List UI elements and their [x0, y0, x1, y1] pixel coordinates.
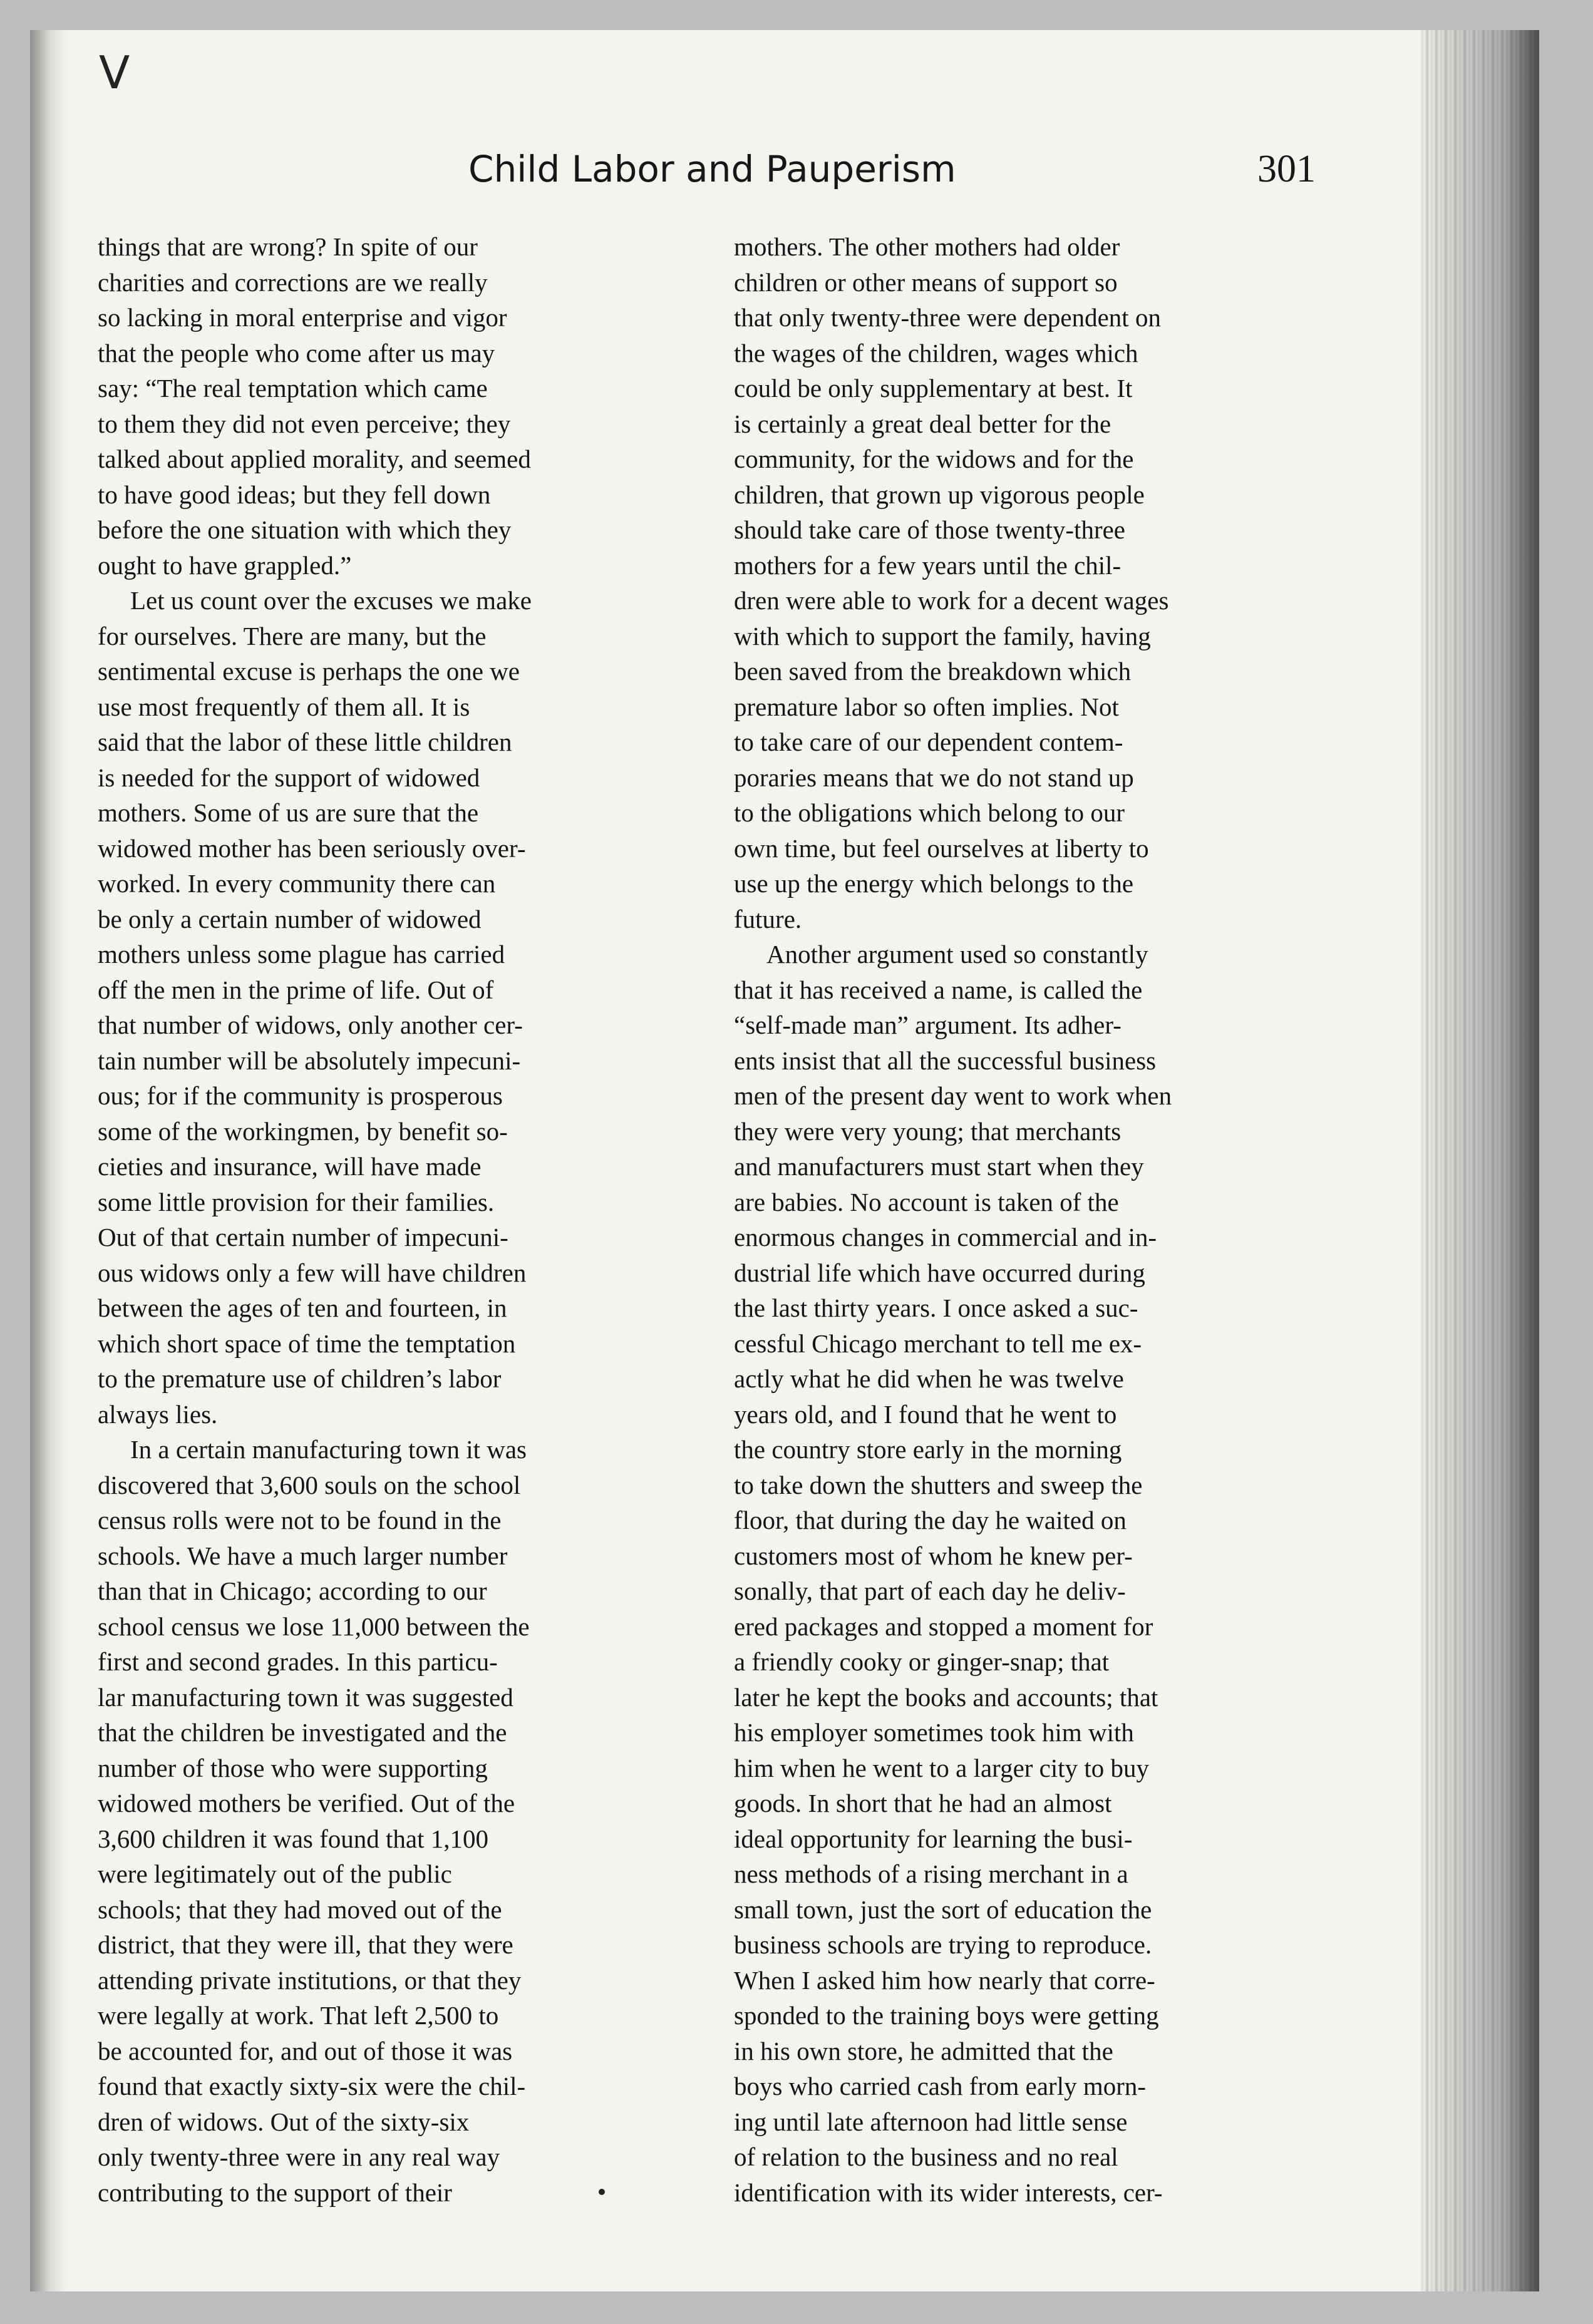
text-line: district, that they were ill, that they were — [98, 1930, 513, 1959]
text-line: sponded to the training boys were getting — [734, 2001, 1159, 2030]
text-line: dustrial life which have occurred during — [734, 1258, 1145, 1287]
text-line: between the ages of ten and fourteen, in — [98, 1293, 507, 1322]
text-line: mothers for a few years until the chil- — [734, 550, 1121, 580]
text-line: goods. In short that he had an almost — [734, 1789, 1112, 1818]
text-line: only twenty-three were in any real way — [98, 2142, 500, 2171]
text-line: Out of that certain number of impecuni- — [98, 1223, 508, 1252]
text-line: so lacking in moral enterprise and vigor — [98, 303, 507, 332]
text-line: that the people who come after us may — [98, 338, 495, 368]
text-line: things that are wrong? In spite of our — [98, 232, 478, 261]
text-line: premature labor so often implies. Not — [734, 692, 1119, 721]
text-line: poraries means that we do not stand up — [734, 763, 1134, 792]
text-line: actly what he did when he was twelve — [734, 1364, 1124, 1393]
text-line: the wages of the children, wages which — [734, 338, 1138, 368]
left-scan-shadow — [30, 30, 68, 2291]
text-line: own time, but feel ourselves at liberty to — [734, 833, 1149, 863]
text-line: been saved from the breakdown which — [734, 657, 1132, 686]
text-line: ideal opportunity for learning the busi- — [734, 1824, 1133, 1853]
text-line: use up the energy which belongs to the — [734, 869, 1134, 898]
text-line: ous; for if the community is prosperous — [98, 1081, 503, 1110]
text-line: floor, that during the day he waited on — [734, 1506, 1126, 1535]
text-line: widowed mother has been seriously over- — [98, 833, 526, 863]
text-line: sonally, that part of each day he deliv- — [734, 1576, 1126, 1605]
text-line: were legitimately out of the public — [98, 1859, 452, 1888]
text-line: to have good ideas; but they fell down — [98, 480, 491, 509]
text-line: children or other means of support so — [734, 267, 1118, 297]
text-line: and manufacturers must start when they — [734, 1152, 1144, 1181]
text-line: enormous changes in commercial and in- — [734, 1223, 1157, 1252]
text-line: sentimental excuse is perhaps the one we — [98, 657, 520, 686]
scan-dot — [599, 2189, 605, 2195]
right-column — [734, 229, 1360, 2210]
text-line: charities and corrections are we really — [98, 267, 488, 297]
text-line: mothers. Some of us are sure that the — [98, 798, 479, 827]
text-line: is needed for the support of widowed — [98, 763, 480, 792]
text-line: with which to support the family, having — [734, 621, 1151, 650]
text-line: widowed mothers be verified. Out of the — [98, 1789, 515, 1818]
text-line: In a certain manufacturing town it was — [130, 1435, 527, 1464]
text-line: be only a certain number of widowed — [98, 904, 482, 933]
right-scan-edge — [1420, 30, 1539, 2291]
text-line: ness methods of a rising merchant in a — [734, 1859, 1128, 1888]
text-line: Let us count over the excuses we make — [130, 586, 532, 615]
text-line: future. — [734, 904, 802, 933]
text-line: said that the labor of these little children — [98, 728, 512, 756]
text-line: to the obligations which belong to our — [734, 798, 1125, 827]
text-line: later he kept the books and accounts; that — [734, 1682, 1158, 1712]
text-line: talked about applied morality, and seemed — [98, 445, 531, 473]
text-line: they were very young; that merchants — [734, 1116, 1121, 1146]
text-line: in his own store, he admitted that the — [734, 2036, 1113, 2065]
text-line: worked. In every community there can — [98, 869, 496, 898]
text-line: small town, just the sort of education the — [734, 1895, 1152, 1924]
text-line: his employer sometimes took him with — [734, 1718, 1134, 1747]
text-line: ered packages and stopped a moment for — [734, 1612, 1153, 1641]
text-line: of relation to the business and no real — [734, 2142, 1118, 2171]
document-page — [30, 30, 1539, 2291]
text-line: use most frequently of them all. It is — [98, 692, 470, 721]
text-line: for ourselves. There are many, but the — [98, 621, 487, 650]
text-line: which short space of time the temptation — [98, 1329, 516, 1358]
text-line: that number of widows, only another cer- — [98, 1010, 523, 1039]
text-line: could be only supplementary at best. It — [734, 374, 1133, 403]
text-line: off the men in the prime of life. Out of — [98, 975, 494, 1004]
text-line: lar manufacturing town it was suggested — [98, 1682, 513, 1712]
text-line: before the one situation with which they — [98, 515, 512, 544]
text-line: than that in Chicago; according to our — [98, 1576, 487, 1605]
text-line: are babies. No account is taken of the — [734, 1187, 1119, 1216]
text-line: ing until late afternoon had little sense — [734, 2107, 1128, 2136]
text-line: were legally at work. That left 2,500 to — [98, 2001, 499, 2030]
text-line: cessful Chicago merchant to tell me ex- — [734, 1329, 1142, 1358]
text-line: tain number will be absolutely impecuni- — [98, 1046, 521, 1075]
text-line: ents insist that all the successful business — [734, 1046, 1157, 1075]
text-line: cieties and insurance, will have made — [98, 1152, 482, 1181]
text-line: When I asked him how nearly that corre- — [734, 1965, 1155, 1995]
text-line: discovered that 3,600 souls on the school — [98, 1470, 521, 1499]
text-line: that only twenty-three were dependent on — [734, 303, 1161, 332]
text-line: first and second grades. In this particu- — [98, 1647, 498, 1676]
running-head: Child Labor and Pauperism — [468, 148, 956, 190]
text-line: “self-made man” argument. Its adher- — [734, 1010, 1121, 1039]
text-line: community, for the widows and for the — [734, 445, 1134, 473]
text-line: school census we lose 11,000 between the — [98, 1612, 530, 1641]
text-line: men of the present day went to work when — [734, 1081, 1172, 1110]
text-line: ought to have grappled.” — [98, 550, 352, 580]
header-mark: V — [99, 46, 130, 99]
text-line: business schools are trying to reproduce. — [734, 1930, 1152, 1959]
text-line: attending private institutions, or that they — [98, 1965, 522, 1995]
text-line: a friendly cooky or ginger-snap; that — [734, 1647, 1110, 1676]
text-line: identification with its wider interests, cer- — [734, 2177, 1163, 2207]
text-line: customers most of whom he knew per- — [734, 1541, 1133, 1570]
text-line: to them they did not even perceive; they — [98, 409, 511, 438]
text-line: always lies. — [98, 1399, 218, 1429]
text-line: schools. We have a much larger number — [98, 1541, 508, 1570]
text-line: dren were able to work for a decent wages — [734, 586, 1169, 615]
text-line: Another argument used so constantly — [766, 940, 1148, 969]
text-line: him when he went to a larger city to buy — [734, 1753, 1150, 1782]
text-line: boys who carried cash from early morn- — [734, 2072, 1147, 2100]
text-line: should take care of those twenty-three — [734, 515, 1126, 544]
text-line: be accounted for, and out of those it was — [98, 2036, 513, 2065]
text-line: ous widows only a few will have children — [98, 1258, 527, 1287]
text-line: years old, and I found that he went to — [734, 1399, 1117, 1429]
text-line: some little provision for their families. — [98, 1187, 495, 1216]
text-line: schools; that they had moved out of the — [98, 1895, 502, 1924]
text-line: mothers unless some plague has carried — [98, 940, 505, 969]
text-line: that the children be investigated and the — [98, 1718, 507, 1747]
page-number: 301 — [1257, 148, 1316, 190]
left-column — [98, 229, 713, 2210]
text-line: is certainly a great deal better for the — [734, 409, 1111, 438]
text-line: census rolls were not to be found in the — [98, 1506, 502, 1535]
text-line: some of the workingmen, by benefit so- — [98, 1116, 508, 1146]
text-line: the country store early in the morning — [734, 1435, 1122, 1464]
text-line: 3,600 children it was found that 1,100 — [98, 1824, 489, 1853]
text-line: to take down the shutters and sweep the — [734, 1470, 1143, 1499]
text-line: children, that grown up vigorous people — [734, 480, 1145, 509]
text-line: number of those who were supporting — [98, 1753, 488, 1782]
text-line: the last thirty years. I once asked a suc- — [734, 1293, 1138, 1322]
text-line: dren of widows. Out of the sixty-six — [98, 2107, 470, 2136]
text-line: contributing to the support of their — [98, 2177, 452, 2207]
text-line: that it has received a name, is called the — [734, 975, 1143, 1004]
text-line: found that exactly sixty-six were the chil- — [98, 2072, 526, 2100]
text-line: to take care of our dependent contem- — [734, 728, 1123, 756]
text-line: say: “The real temptation which came — [98, 374, 488, 403]
text-line: mothers. The other mothers had older — [734, 232, 1120, 261]
text-line: to the premature use of children’s labor — [98, 1364, 502, 1393]
